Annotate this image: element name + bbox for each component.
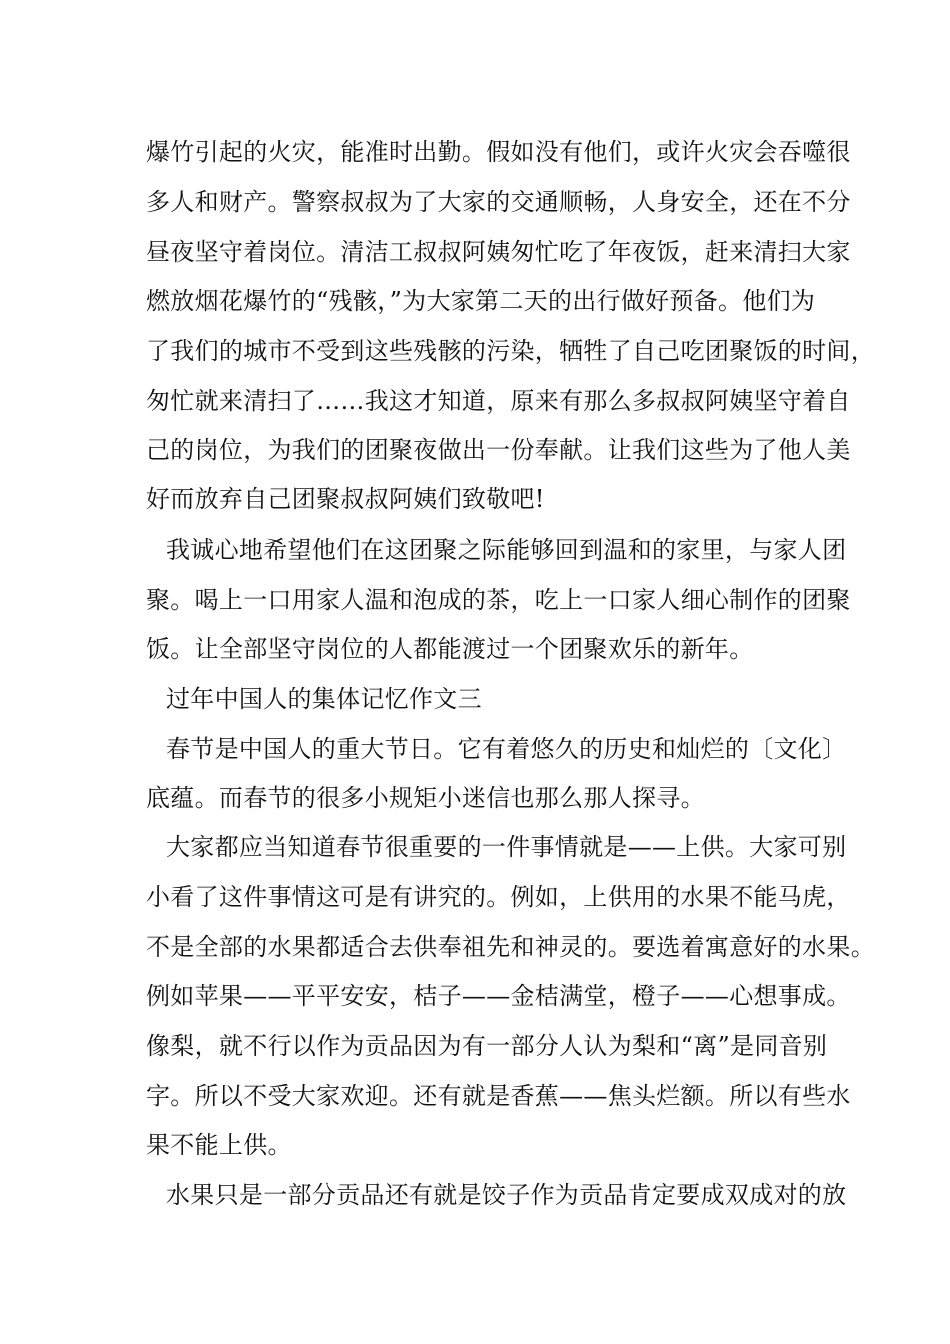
paragraph-first-line: 水果只是一部分贡品还有就是饺子作为贡品肯定要成双成对的放 [166, 1181, 847, 1209]
text-line: 燃放烟花爆竹的“残骸，”为大家第二天的出行做好预备。他们为 [146, 287, 816, 315]
text-line: 饭。让全部坚守岗位的人都能渡过一个团聚欢乐的新年。 [146, 635, 754, 663]
text-line: 昼夜坚守着岗位。清洁工叔叔阿姨匆忙吃了年夜饭，赶来清扫大家 [146, 238, 851, 266]
text-line: 例如苹果——平平安安，桔子——金桔满堂，橙子——心想事成。 [146, 982, 851, 1010]
text-line: 字。所以不受大家欢迎。还有就是香蕉——焦头烂额。所以有些水 [146, 1082, 851, 1110]
text-line: 小看了这件事情这可是有讲究的。例如，上供用的水果不能马虎， [146, 883, 851, 911]
text-line: 好而放弃自己团聚叔叔阿姨们致敬吧! [146, 485, 545, 513]
text-line: 匆忙就来清扫了……我这才知道，原来有那么多叔叔阿姨坚守着自 [146, 387, 851, 415]
text-line: 像梨，就不行以作为贡品因为有一部分人认为梨和“离”是同音别 [146, 1032, 828, 1060]
text-line: 爆竹引起的火灾，能准时出勤。假如没有他们，或许火灾会吞噬很 [146, 138, 851, 166]
text-line: 聚。喝上一口用家人温和泡成的茶，吃上一口家人细心制作的团聚 [146, 586, 851, 614]
text-line: 底蕴。而春节的很多小规矩小迷信也那么那人探寻。 [146, 784, 705, 812]
text-line: 不是全部的水果都适合去供奉祖先和神灵的。要选着寓意好的水果。 [146, 933, 875, 961]
text-line: 了我们的城市不受到这些残骸的污染，牺牲了自己吃团聚饭的时间， [146, 337, 875, 365]
section-heading: 过年中国人的集体记忆作文三 [166, 685, 482, 713]
paragraph-first-line: 我诚心地希望他们在这团聚之际能够回到温和的家里，与家人团 [166, 536, 847, 564]
text-line: 多人和财产。警察叔叔为了大家的交通顺畅，人身安全，还在不分 [146, 188, 851, 216]
paragraph-first-line: 大家都应当知道春节很重要的一件事情就是——上供。大家可别 [166, 833, 847, 861]
paragraph-first-line: 春节是中国人的重大节日。它有着悠久的历史和灿烂的〔文化〕 [166, 735, 847, 763]
text-line: 果不能上供。 [146, 1131, 292, 1159]
text-line: 己的岗位，为我们的团聚夜做出一份奉献。让我们这些为了他人美 [146, 436, 851, 464]
